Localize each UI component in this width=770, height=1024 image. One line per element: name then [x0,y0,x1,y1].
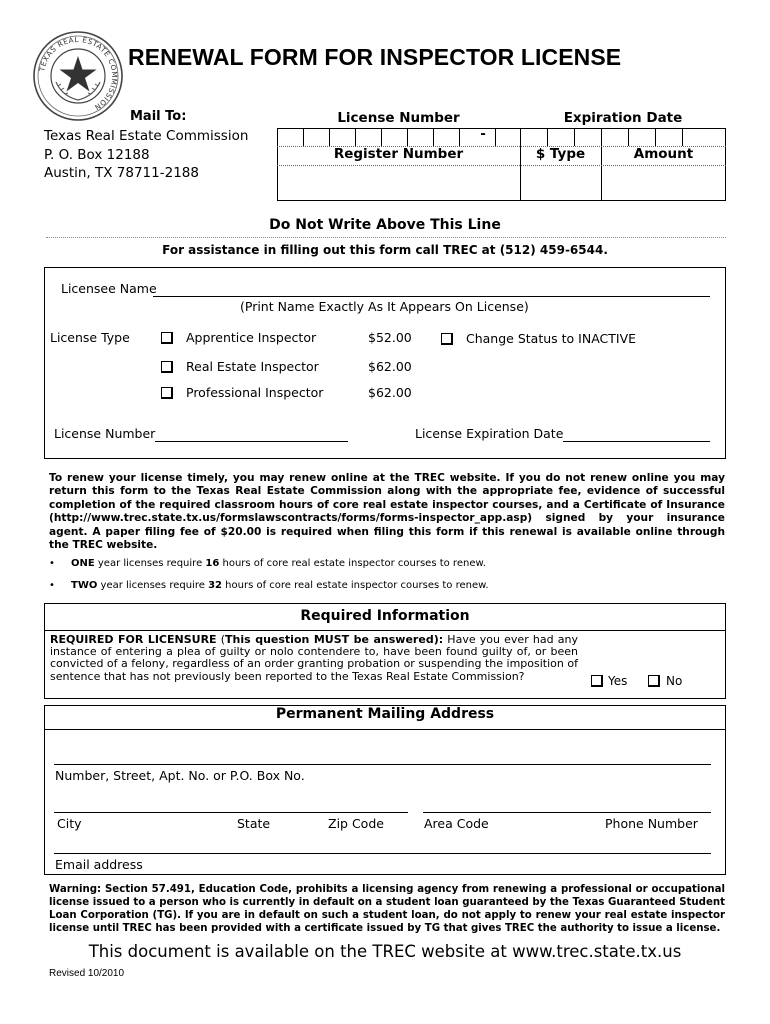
street-field[interactable] [54,764,711,765]
state-label: State [237,816,271,831]
licensee-name-label: Licensee Name [61,281,157,296]
website-notice: This document is available on the TREC website at www.trec.state.tx.us [88,942,682,961]
license-type-label: License Type [50,330,130,345]
do-not-write-notice: Do Not Write Above This Line [269,217,501,233]
real-estate-inspector-checkbox[interactable] [161,361,173,373]
city-label: City [57,816,82,831]
mail-address-line-1: Texas Real Estate Commission [44,128,249,144]
phone-field[interactable] [423,812,711,813]
professional-inspector-label: Professional Inspector [186,385,324,400]
felony-question: REQUIRED FOR LICENSURE (This question MUST be answered): Have you ever had any instance of entering a plea of guilty or nolo contendere to, have been found guilty of, or been convicted of a felony, regardless of an order granting probation or suspending the imposition of sentence that has not previously been reported to the Texas Real Estate Commission? [50,633,578,683]
inactive-status-label: Change Status to INACTIVE [466,331,637,346]
felony-yes-checkbox[interactable] [591,675,603,687]
apprentice-inspector-fee: $52.00 [368,330,412,345]
amount-header: Amount [633,146,694,162]
real-estate-inspector-fee: $62.00 [368,359,412,374]
register-number-header: Register Number [333,146,464,162]
phone-number-label: Phone Number [605,816,698,831]
type-header: $ Type [535,146,586,162]
license-number-dash: - [480,126,486,142]
print-name-note: (Print Name Exactly As It Appears On License) [240,299,529,314]
license-expiration-label: License Expiration Date [415,426,564,441]
email-label: Email address [55,857,143,872]
felony-no-label: No [666,674,683,688]
divider-line [46,237,726,238]
license-number-header: License Number [337,110,460,126]
licensee-name-field[interactable] [153,296,710,297]
svg-text:TEXAS REAL ESTATE COMMISSION: TEXAS REAL ESTATE COMMISSION [37,34,120,113]
required-info-title: Required Information [300,608,470,624]
real-estate-inspector-label: Real Estate Inspector [186,359,319,374]
felony-yes-label: Yes [608,674,628,688]
office-use-grid [277,109,726,201]
student-loan-warning: Warning: Section 57.491, Education Code, prohibits a licensing agency from renewing a professional or occupational license issued to a person who is currently in default on a student loan guaranteed by the Texas Guaranteed Student Loan Corporation (TG). If you are in default on such a student loan, do not apply to renew your real estate inspector license until TREC has been provided with a certificate issued by TG that gives TREC the authority to issue a license. [49,884,725,934]
area-code-label: Area Code [424,816,489,831]
apprentice-inspector-label: Apprentice Inspector [186,330,317,345]
license-number-field[interactable] [155,441,348,442]
mail-to-label: Mail To: [130,109,187,124]
license-number-label: License Number [54,426,156,441]
professional-inspector-checkbox[interactable] [161,387,173,399]
mail-address-line-3: Austin, TX 78711-2188 [44,165,199,181]
renewal-instructions: To renew your license timely, you may renew online at the TREC website. If you do not renew online you may return this form to the Texas Real Estate Commission along with the appropriate fee, evidence of successful completion of the required classroom hours of core real estate inspector courses, and a Certificate of Insurance (http://www.trec.state.tx.us/formslawscontracts/forms/forms-inspector_app.asp) signed by your insurance agent. A paper filing fee of $20.00 is required when filing this form if this renewal is available online through the TREC website. [49,472,725,552]
license-expiration-field[interactable] [563,441,710,442]
form-title: RENEWAL FORM FOR INSPECTOR LICENSE [128,44,622,70]
mailing-address-title: Permanent Mailing Address [275,706,495,722]
felony-no-checkbox[interactable] [648,675,660,687]
trec-seal [32,30,124,122]
city-state-zip-field[interactable] [54,812,408,813]
mailing-address-section [44,705,726,875]
apprentice-inspector-checkbox[interactable] [161,332,173,344]
street-label: Number, Street, Apt. No. or P.O. Box No. [55,768,305,783]
mail-address-line-2: P. O. Box 12188 [44,147,150,163]
revision-date: Revised 10/2010 [49,968,125,979]
assistance-note: For assistance in filling out this form call TREC at (512) 459-6544. [162,243,608,257]
inactive-status-checkbox[interactable] [441,333,453,345]
professional-inspector-fee: $62.00 [368,385,412,400]
expiration-date-header: Expiration Date [563,110,683,126]
email-field[interactable] [54,853,711,854]
zip-code-label: Zip Code [328,816,384,831]
